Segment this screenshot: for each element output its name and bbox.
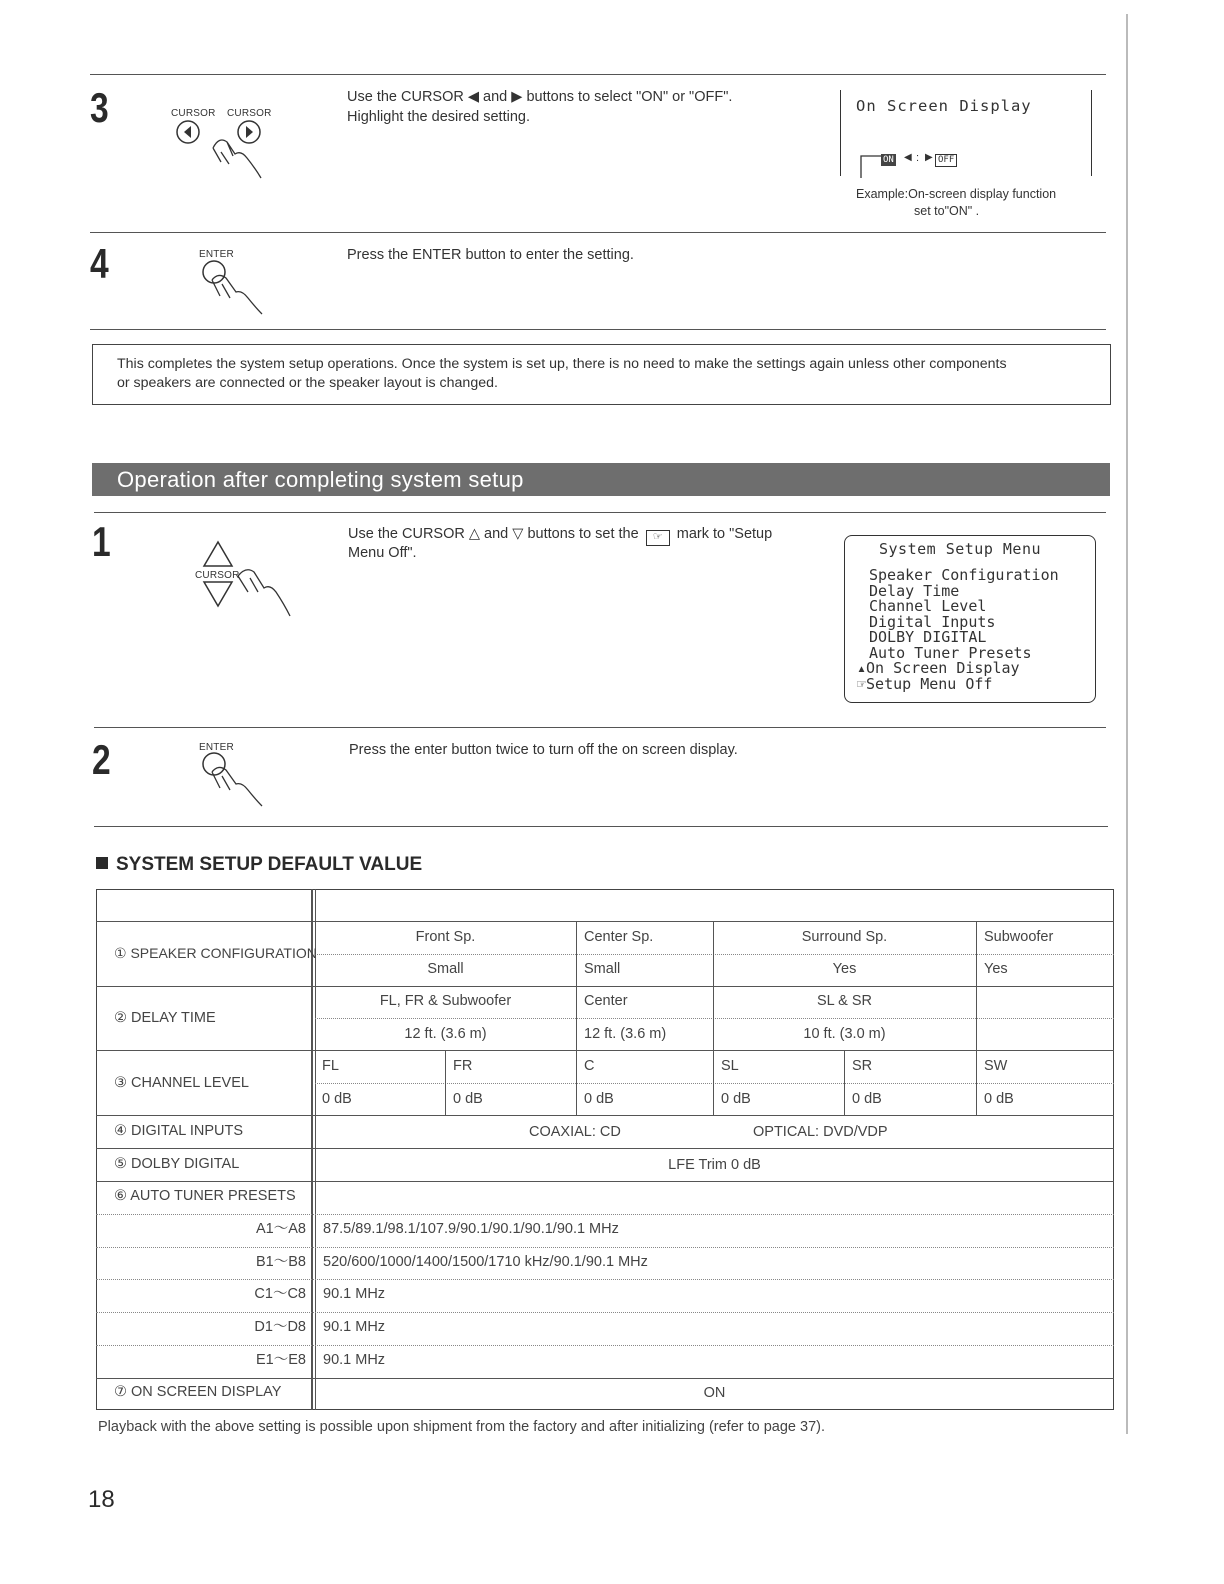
channel-level-label: ③ CHANNEL LEVEL	[114, 1075, 249, 1091]
delay-value-front: 12 ft. (3.6 m)	[404, 1026, 487, 1042]
row-line-channel	[96, 1115, 1114, 1116]
divider-step-4	[90, 232, 1106, 233]
tuner-value-a: 87.5/89.1/98.1/107.9/90.1/90.1/90.1/90.1 MHz	[323, 1221, 619, 1237]
cursor-label-left: CURSOR	[171, 108, 216, 119]
step-3-text-line1: Use the CURSOR ◀ and ▶ buttons to select "ON" or "OFF".	[347, 89, 733, 105]
tuner-range-d: D1～D8	[254, 1319, 306, 1335]
row-line-header	[96, 921, 1114, 922]
tuner-value-e: 90.1 MHz	[323, 1352, 386, 1368]
completion-notice	[92, 344, 1111, 405]
step-3-text-line2: Highlight the desired setting.	[347, 109, 530, 125]
delay-header-surround: SL & SR	[816, 993, 873, 1009]
section-banner: Operation after completing system setup	[92, 463, 1110, 496]
step-1-text-prefix: Use the CURSOR △ and ▽ buttons to set the	[348, 526, 639, 542]
on-screen-display-value: ON	[703, 1385, 726, 1401]
enter-button-hand-icon-2	[198, 752, 268, 810]
cursor-label-right: CURSOR	[227, 108, 272, 119]
col-line-sl	[713, 1050, 714, 1115]
dolby-digital-value: LFE Trim 0 dB	[668, 1157, 761, 1173]
speaker-header-subwoofer: Subwoofer	[984, 929, 1054, 945]
step-4-text: Press the ENTER button to enter the setting.	[347, 247, 634, 263]
row-line-delay	[96, 1050, 1114, 1051]
tuner-range-a: A1～A8	[256, 1221, 306, 1237]
osd-separator: :	[916, 152, 920, 164]
cursor-up-down-icon	[198, 540, 298, 622]
menu-item-digital-inputs: Digital Inputs	[869, 612, 996, 631]
cursor-left-right-icon	[175, 118, 275, 184]
page-edge-line	[1126, 14, 1128, 1434]
channel-header-c: C	[584, 1058, 595, 1074]
channel-value-c: 0 dB	[584, 1091, 614, 1107]
pointer-mark-icon: ☞	[646, 530, 670, 546]
delay-subrow-line	[315, 1018, 1114, 1019]
row-line-digital	[96, 1148, 1114, 1149]
tuner-value-d: 90.1 MHz	[323, 1319, 386, 1335]
tuner-subrow-line-4	[96, 1312, 1114, 1313]
menu-item-delay-time: Delay Time	[869, 581, 960, 600]
osd-caption-line2: set to"ON" .	[914, 204, 980, 218]
col-line-subwoofer	[976, 921, 977, 1050]
menu-item-channel-level: Channel Level	[869, 597, 987, 615]
enter-label-top: ENTER	[199, 249, 234, 260]
menu-item-setup-menu-off: ☞Setup Menu Off	[857, 674, 993, 693]
tuner-subrow-line-5	[96, 1345, 1114, 1346]
delay-header-front: FL, FR & Subwoofer	[379, 993, 512, 1009]
speaker-header-center: Center Sp.	[584, 929, 654, 945]
tuner-subrow-line-1	[96, 1214, 1114, 1215]
label-column-divider	[311, 889, 313, 1410]
default-value-title-text: SYSTEM SETUP DEFAULT VALUE	[116, 854, 423, 875]
system-menu-title: System Setup Menu	[879, 540, 1042, 558]
dolby-digital-label: ⑤ DOLBY DIGITAL	[114, 1156, 240, 1172]
delay-header-center: Center	[584, 993, 628, 1009]
enter-button-hand-icon	[198, 260, 268, 318]
menu-item-speaker-configuration: Speaker Configuration	[869, 566, 1059, 584]
osd-left-arrow-icon: ◀	[904, 152, 912, 163]
col-line-sw	[976, 1050, 977, 1115]
step-number-3: 3	[90, 84, 109, 131]
divider-bottom-steps	[94, 512, 1106, 513]
osd-caption-line1: Example:On-screen display function	[856, 187, 1057, 201]
osd-off-option: OFF	[935, 154, 957, 167]
osd-right-arrow-icon: ▶	[925, 152, 933, 163]
channel-value-fl: 0 dB	[322, 1091, 352, 1107]
notice-line2: or speakers are connected or the speaker layout is changed.	[117, 375, 498, 391]
col-line-sr	[844, 1050, 845, 1115]
osd-example-panel	[840, 90, 1092, 176]
col-line-center	[576, 921, 577, 1050]
tuner-value-c: 90.1 MHz	[323, 1286, 386, 1302]
digital-inputs-label: ④ DIGITAL INPUTS	[114, 1123, 244, 1139]
channel-value-sw: 0 dB	[984, 1091, 1014, 1107]
step-number-2: 2	[92, 736, 111, 783]
osd-on-option: ON	[883, 155, 894, 165]
channel-value-sr: 0 dB	[852, 1091, 882, 1107]
divider-after-step-4	[90, 329, 1106, 330]
channel-value-sl: 0 dB	[721, 1091, 751, 1107]
tuner-subrow-line-3	[96, 1279, 1114, 1280]
digital-inputs-optical: OPTICAL: DVD/VDP	[753, 1124, 888, 1140]
row-line-tuner	[96, 1378, 1114, 1379]
divider-step-2	[94, 727, 1106, 728]
step-1-text-line1	[348, 525, 772, 546]
step-number-1: 1	[92, 518, 111, 565]
speaker-value-subwoofer: Yes	[984, 961, 1008, 977]
osd-example-title: On Screen Display	[856, 97, 1032, 115]
channel-header-sw: SW	[984, 1058, 1008, 1074]
delay-value-surround: 10 ft. (3.0 m)	[803, 1026, 886, 1042]
col-line-fr	[445, 1050, 446, 1115]
step-1-text-suffix: mark to "Setup	[676, 526, 773, 542]
channel-header-sr: SR	[852, 1058, 873, 1074]
auto-tuner-label: ⑥ AUTO TUNER PRESETS	[114, 1188, 296, 1204]
channel-header-fr: FR	[453, 1058, 473, 1074]
speaker-subrow-line	[315, 954, 1114, 955]
menu-item-auto-tuner-presets: Auto Tuner Presets	[869, 643, 1032, 662]
tuner-range-c: C1～C8	[254, 1286, 306, 1302]
channel-header-sl: SL	[721, 1058, 739, 1074]
step-2-text: Press the enter button twice to turn off the on screen display.	[349, 742, 738, 758]
square-bullet-icon	[96, 857, 108, 869]
notice-line1: This completes the system setup operations. Once the system is set up, there is no need to make the settings again unless other components	[117, 356, 1007, 372]
col-line-c	[576, 1050, 577, 1115]
on-screen-display-label: ⑦ ON SCREEN DISPLAY	[114, 1384, 282, 1400]
speaker-value-front: Small	[427, 961, 464, 977]
system-setup-menu-screen	[844, 535, 1096, 703]
row-line-dolby	[96, 1181, 1114, 1182]
menu-item-on-screen-display: ▴On Screen Display	[857, 659, 1020, 677]
speaker-value-surround: Yes	[832, 961, 857, 977]
step-1-text-line2: Menu Off".	[348, 545, 417, 561]
tuner-range-e: E1～E8	[256, 1352, 306, 1368]
speaker-config-label: ① SPEAKER CONFIGURATION	[114, 945, 317, 961]
menu-item-dolby-digital: DOLBY DIGITAL	[869, 628, 987, 646]
channel-header-fl: FL	[322, 1058, 339, 1074]
divider-after-step-2	[94, 826, 1108, 827]
tuner-range-b: B1～B8	[256, 1254, 306, 1270]
speaker-value-center: Small	[584, 961, 621, 977]
speaker-header-front: Front Sp.	[415, 929, 476, 945]
channel-value-fr: 0 dB	[453, 1091, 483, 1107]
cursor-label-updown: CURSOR	[195, 570, 240, 581]
speaker-header-surround: Surround Sp.	[801, 929, 888, 945]
row-line-speaker	[96, 986, 1114, 987]
footer-note: Playback with the above setting is possible upon shipment from the factory and after initializing (refer to page 37).	[98, 1419, 826, 1435]
page-number: 18	[88, 1486, 115, 1513]
default-value-title	[96, 854, 422, 876]
system-menu-list	[857, 566, 1059, 693]
enter-label-bottom: ENTER	[199, 742, 234, 753]
channel-subrow-line	[315, 1083, 1114, 1084]
delay-value-center: 12 ft. (3.6 m)	[584, 1026, 667, 1042]
tuner-subrow-line-2	[96, 1247, 1114, 1248]
divider-top	[90, 74, 1106, 75]
delay-time-label: ② DELAY TIME	[114, 1010, 216, 1026]
step-number-4: 4	[90, 240, 109, 287]
tuner-value-b: 520/600/1000/1400/1500/1710 kHz/90.1/90.1 MHz	[323, 1254, 648, 1270]
digital-inputs-coaxial: COAXIAL: CD	[529, 1124, 621, 1140]
default-value-table	[96, 889, 1114, 1410]
